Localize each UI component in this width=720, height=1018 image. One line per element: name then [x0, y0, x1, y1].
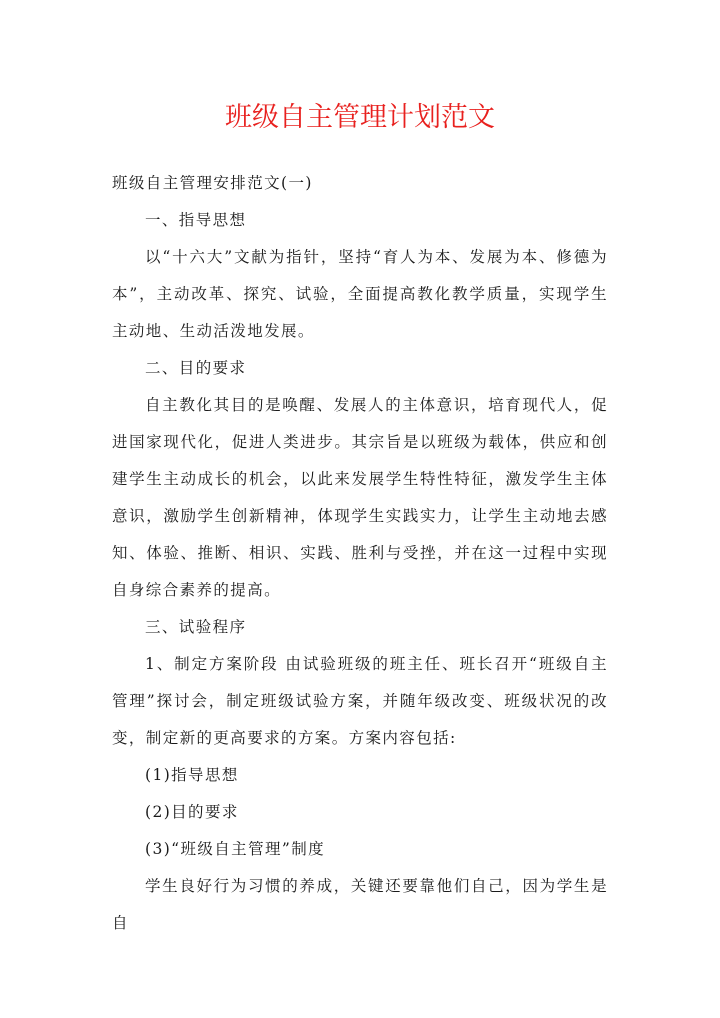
document-subtitle: 班级自主管理安排范文(一) [112, 174, 313, 192]
document-title: 班级自主管理计划范文 [225, 102, 495, 133]
list-item-goals: (2)目的要求 [145, 803, 239, 821]
document-body [112, 165, 608, 942]
paragraph-plan-stage: 1、制定方案阶段 由试验班级的班主任、班长召开“班级自主管理”探讨会，制定班级试验方案，并随年级改变、班级状况的改变，制定新的更高要求的方案。方案内容包括: [112, 655, 608, 747]
list-item-guiding-ideology: (1)指导思想 [145, 766, 239, 784]
paragraph-goals: 自主教化其目的是唤醒、发展人的主体意识，培育现代人，促进国家现代化，促进人类进步。其宗旨是以班级为载体，供应和创建学生主动成长的机会，以此来发展学生特性特征，激发学生主体意识，激励学生创新精神，体现学生实践实力，让学生主动地去感知、体验、推断、相识、实践、胜利与受挫，并在这一过程中实现自身综合素养的提高。 [112, 396, 608, 599]
section-heading-guiding-ideology: 一、指导思想 [145, 211, 247, 229]
section-heading-procedure: 三、试验程序 [145, 618, 247, 636]
section-heading-goals: 二、目的要求 [145, 359, 247, 377]
paragraph-habits: 学生良好行为习惯的养成，关键还要靠他们自己，因为学生是自 [112, 877, 608, 932]
list-item-management-system: (3)“班级自主管理”制度 [145, 840, 326, 858]
paragraph-guiding-ideology: 以“十六大”文献为指针，坚持“育人为本、发展为本、修德为本”，主动改革、探究、试验，全面提高教化教学质量，实现学生主动地、生动活泼地发展。 [112, 248, 608, 340]
